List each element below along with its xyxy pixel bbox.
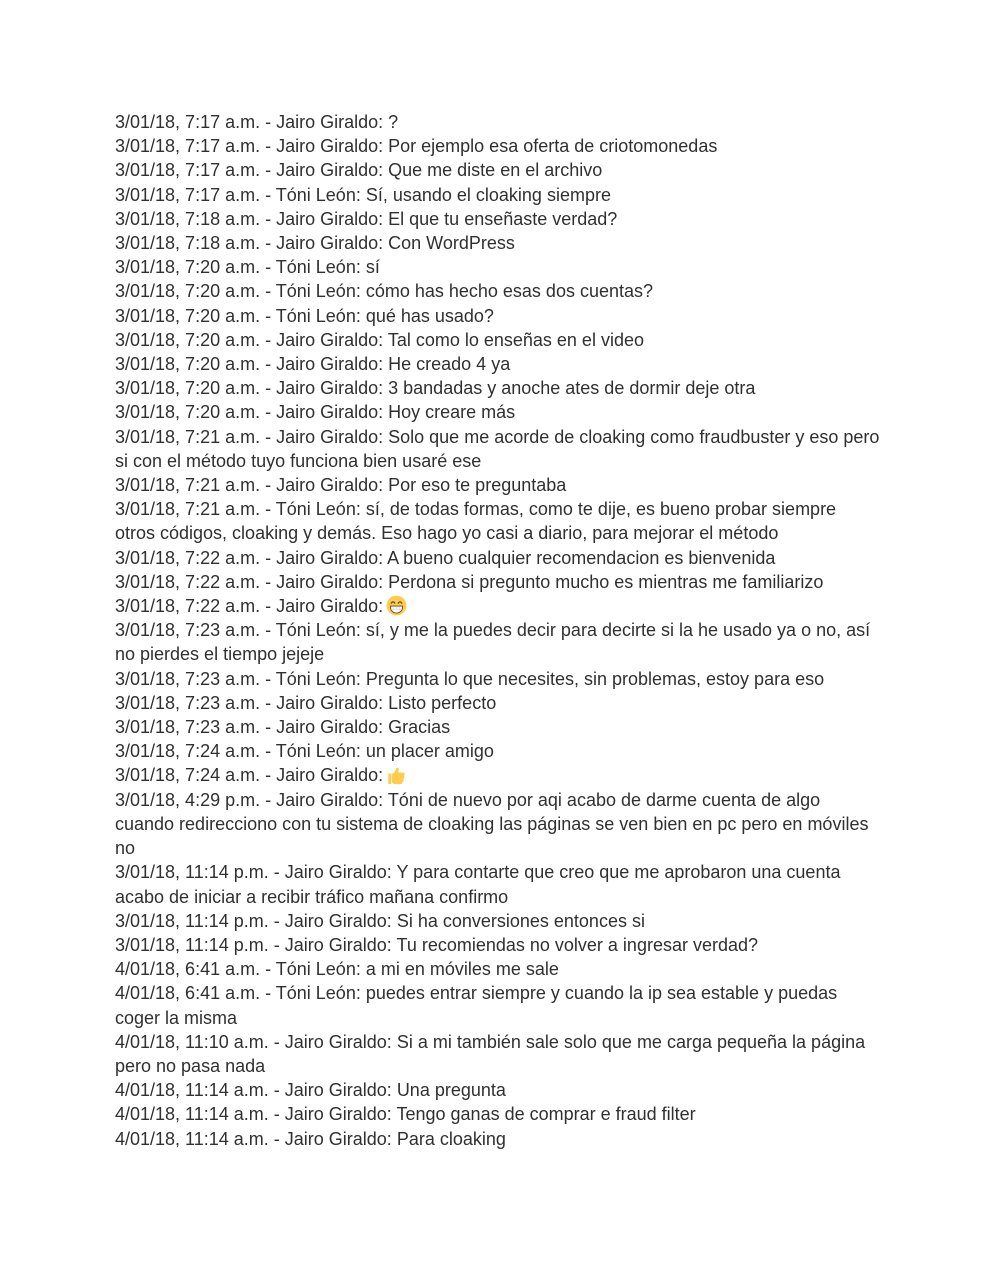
message-line: 3/01/18, 7:21 a.m. - Jairo Giraldo: Por eso te preguntaba <box>115 475 567 496</box>
chat-message <box>115 594 915 618</box>
message-line: pero no pasa nada <box>115 1055 266 1076</box>
grinning-face-emoji <box>386 595 407 616</box>
message-line: 3/01/18, 7:23 a.m. - Jairo Giraldo: Gracias <box>115 717 451 738</box>
chat-message <box>115 328 915 352</box>
message-line: cuando redirecciono con tu sistema de cloaking las páginas se ven bien en pc pero en móviles <box>115 813 869 834</box>
chat-message <box>115 231 915 255</box>
chat-message <box>115 400 915 424</box>
chat-message <box>115 763 915 787</box>
chat-message <box>115 1078 915 1102</box>
message-line: 3/01/18, 7:17 a.m. - Jairo Giraldo: ? <box>115 112 399 132</box>
message-line: 4/01/18, 11:14 a.m. - Jairo Giraldo: Una pregunta <box>115 1080 506 1101</box>
chat-message <box>115 110 915 134</box>
message-line: 3/01/18, 7:20 a.m. - Tóni León: cómo has hecho esas dos cuentas? <box>115 281 654 302</box>
chat-message <box>115 1102 915 1126</box>
chat-message <box>115 255 915 279</box>
chat-message <box>115 497 915 545</box>
message-line: 4/01/18, 11:14 a.m. - Jairo Giraldo: Tengo ganas de comprar e fraud filter <box>115 1104 696 1125</box>
chat-message <box>115 981 915 1029</box>
message-line: 3/01/18, 7:23 a.m. - Tóni León: sí, y me la puedes decir para decirte si la he usado ya o no, así <box>115 620 871 641</box>
message-line: 3/01/18, 7:17 a.m. - Tóni León: Sí, usando el cloaking siempre <box>115 184 611 205</box>
chat-message <box>115 1127 915 1151</box>
message-line: 3/01/18, 7:22 a.m. - Jairo Giraldo: Perdona si pregunto mucho es mientras me familiarizo <box>115 571 824 592</box>
chat-message <box>115 788 915 861</box>
message-line: 3/01/18, 7:18 a.m. - Jairo Giraldo: El que tu enseñaste verdad? <box>115 208 618 229</box>
chat-message <box>115 279 915 303</box>
message-line: 3/01/18, 7:22 a.m. - Jairo Giraldo: <box>115 594 915 618</box>
message-line: 3/01/18, 7:21 a.m. - Tóni León: sí, de todas formas, como te dije, es bueno probar siempre <box>115 499 837 520</box>
message-line: 3/01/18, 7:20 a.m. - Tóni León: qué has usado? <box>115 305 494 326</box>
chat-message <box>115 667 915 691</box>
message-line: 3/01/18, 7:20 a.m. - Jairo Giraldo: He creado 4 ya <box>115 354 511 375</box>
message-line: 3/01/18, 11:14 p.m. - Jairo Giraldo: Y para contarte que creo que me aprobaron una cuenta <box>115 862 841 883</box>
chat-message <box>115 352 915 376</box>
message-line: 3/01/18, 11:14 p.m. - Jairo Giraldo: Tu recomiendas no volver a ingresar verdad? <box>115 934 759 955</box>
chat-message <box>115 957 915 981</box>
chat-message <box>115 304 915 328</box>
chat-message <box>115 158 915 182</box>
chat-message <box>115 207 915 231</box>
chat-message <box>115 739 915 763</box>
message-line: 3/01/18, 7:20 a.m. - Jairo Giraldo: 3 bandadas y anoche ates de dormir deje otra <box>115 378 756 399</box>
message-line: 3/01/18, 7:22 a.m. - Jairo Giraldo: A bueno cualquier recomendacion es bienvenida <box>115 547 776 568</box>
message-line: si con el método tuyo funciona bien usaré ese <box>115 450 482 471</box>
message-line: acabo de iniciar a recibir tráfico mañana confirmo <box>115 886 509 907</box>
message-line: 3/01/18, 7:20 a.m. - Jairo Giraldo: Tal como lo enseñas en el video <box>115 329 644 350</box>
chat-message <box>115 860 915 908</box>
chat-message <box>115 715 915 739</box>
chat-message <box>115 425 915 473</box>
message-line: 3/01/18, 7:24 a.m. - Jairo Giraldo: <box>115 763 915 787</box>
message-line: 3/01/18, 4:29 p.m. - Jairo Giraldo: Tóni de nuevo por aqi acabo de darme cuenta de algo <box>115 789 821 810</box>
message-line: 3/01/18, 7:20 a.m. - Tóni León: sí <box>115 257 380 278</box>
chat-message <box>115 546 915 570</box>
message-line: 4/01/18, 11:14 a.m. - Jairo Giraldo: Para cloaking <box>115 1128 506 1149</box>
chat-transcript <box>115 110 915 1151</box>
chat-message <box>115 909 915 933</box>
chat-message <box>115 691 915 715</box>
chat-message <box>115 1030 915 1078</box>
message-line: 3/01/18, 7:21 a.m. - Jairo Giraldo: Solo que me acorde de cloaking como fraudbuster y eso pero <box>115 426 880 447</box>
message-line: 3/01/18, 11:14 p.m. - Jairo Giraldo: Si ha conversiones entonces si <box>115 910 645 931</box>
chat-message <box>115 376 915 400</box>
message-line: no <box>115 838 136 859</box>
message-line: 4/01/18, 11:10 a.m. - Jairo Giraldo: Si a mi también sale solo que me carga pequeña la página <box>115 1031 866 1052</box>
chat-message <box>115 134 915 158</box>
chat-message <box>115 933 915 957</box>
chat-message <box>115 473 915 497</box>
thumbs-up-emoji <box>386 764 407 785</box>
message-line: 4/01/18, 6:41 a.m. - Tóni León: puedes entrar siempre y cuando la ip sea estable y puedas <box>115 983 838 1004</box>
message-line: 3/01/18, 7:17 a.m. - Jairo Giraldo: Que me diste en el archivo <box>115 160 603 181</box>
message-line: 3/01/18, 7:23 a.m. - Tóni León: Pregunta lo que necesites, sin problemas, estoy para eso <box>115 668 825 689</box>
message-line: 3/01/18, 7:18 a.m. - Jairo Giraldo: Con WordPress <box>115 233 515 254</box>
chat-message <box>115 570 915 594</box>
chat-message <box>115 618 915 666</box>
message-line: 4/01/18, 6:41 a.m. - Tóni León: a mi en móviles me sale <box>115 959 559 980</box>
message-line: 3/01/18, 7:23 a.m. - Jairo Giraldo: Listo perfecto <box>115 692 497 713</box>
message-line: 3/01/18, 7:24 a.m. - Tóni León: un placer amigo <box>115 741 494 762</box>
chat-message <box>115 183 915 207</box>
message-line: 3/01/18, 7:17 a.m. - Jairo Giraldo: Por ejemplo esa oferta de criotomonedas <box>115 136 718 157</box>
message-line: otros códigos, cloaking y demás. Eso hago yo casi a diario, para mejorar el método <box>115 523 779 544</box>
message-line: no pierdes el tiempo jejeje <box>115 644 325 665</box>
message-line: coger la misma <box>115 1007 238 1028</box>
message-line: 3/01/18, 7:20 a.m. - Jairo Giraldo: Hoy creare más <box>115 402 516 423</box>
